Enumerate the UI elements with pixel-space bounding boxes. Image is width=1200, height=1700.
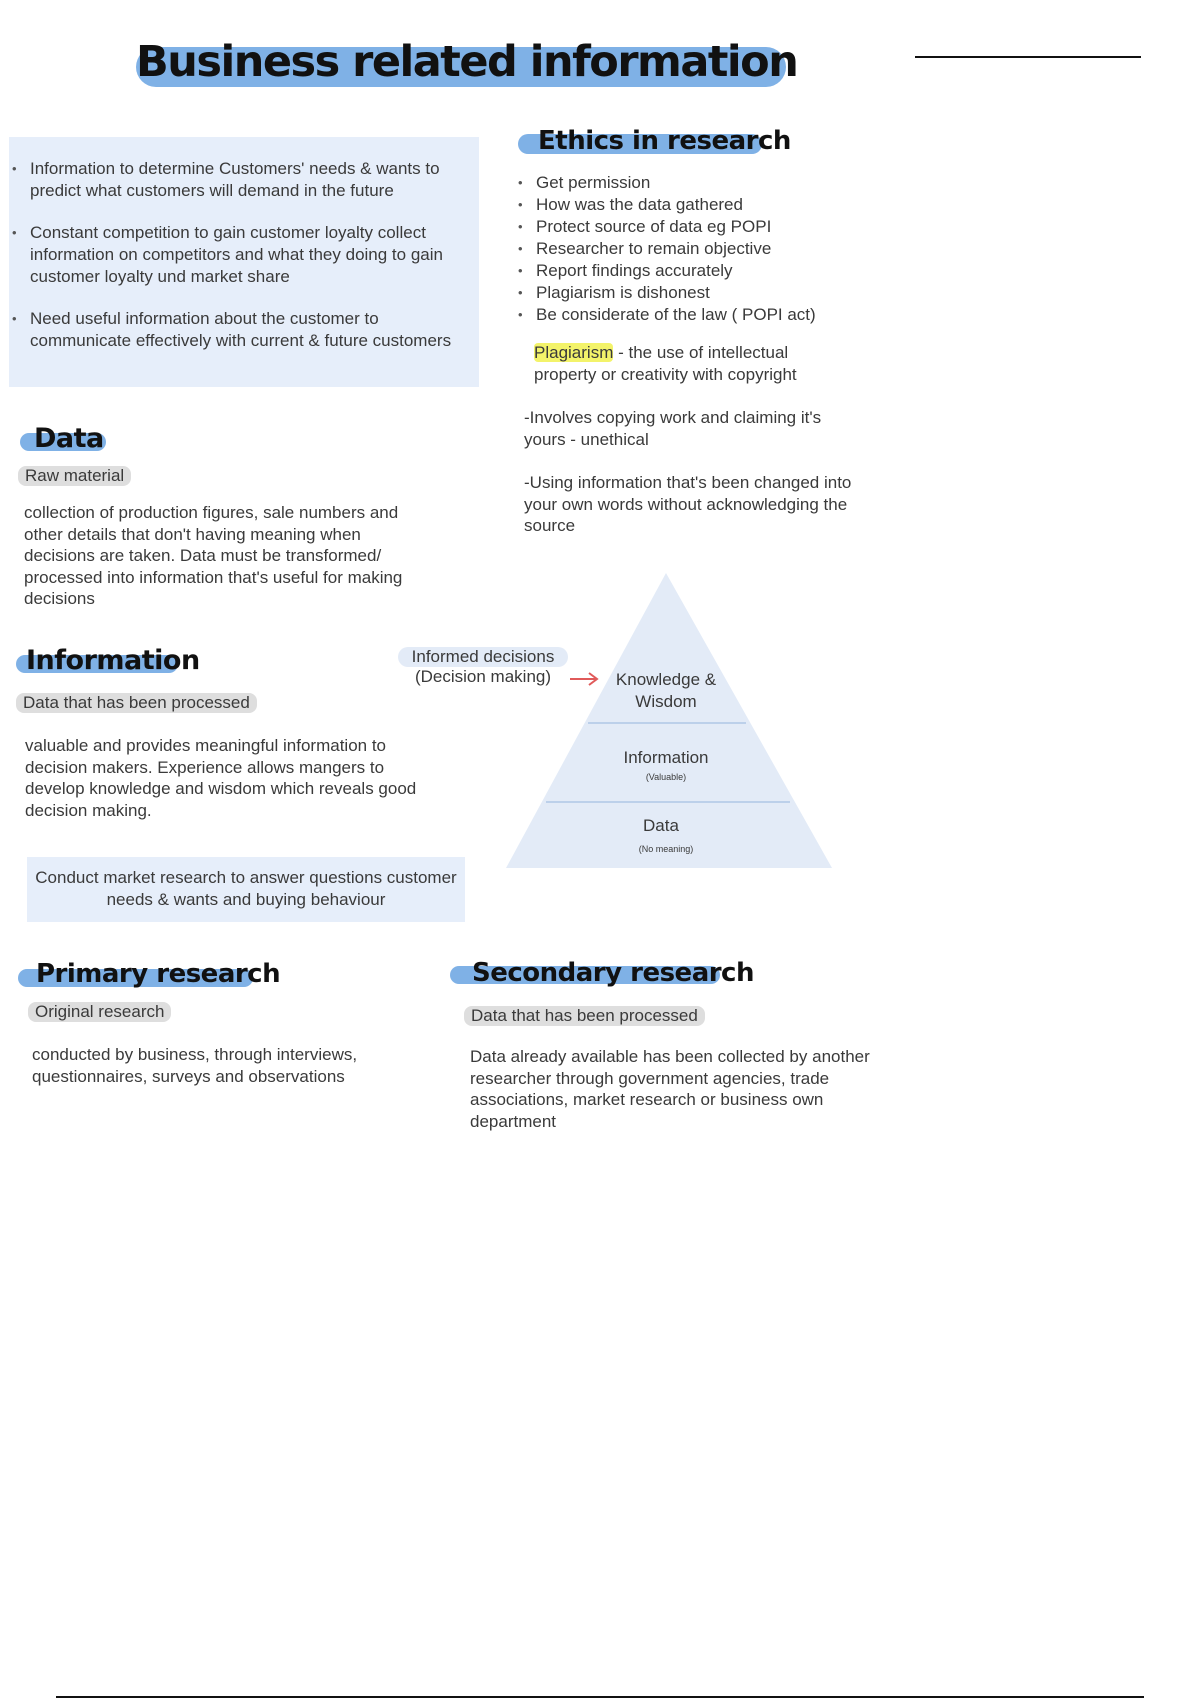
- plagiarism-def-text: - the use of intellectual property or creativity with copyright: [534, 343, 797, 384]
- informed-decisions-label: Informed decisions: [411, 647, 555, 666]
- intro-point: • Information to determine Customers' needs & wants to predict what customers will demand in the future: [10, 158, 472, 202]
- decision-making-label: (Decision making): [414, 667, 552, 686]
- plagiarism-definition: [534, 342, 854, 385]
- pyramid-bottom-note: (No meaning): [638, 844, 694, 854]
- arrow-right-icon: [568, 671, 602, 687]
- primary-tag: Original research: [28, 1002, 171, 1022]
- plagiarism-term: Plagiarism: [534, 343, 614, 362]
- data-description: collection of production figures, sale numbers and other details that don't having meaning when decisions are taken. Data must be transformed/ processed into information that's useful for making decisions: [24, 503, 403, 608]
- secondary-description: Data already available has been collected by another researcher through government agencies, trade associations, market research or business own department: [470, 1047, 870, 1131]
- pyramid-top-label: Knowledge & Wisdom: [615, 670, 717, 711]
- secondary-tag: Data that has been processed: [464, 1006, 705, 1026]
- ethics-note-rewording: -Using information that's been changed into your own words without acknowledging the source: [524, 473, 852, 535]
- primary-description: conducted by business, through interviews, questionnaires, surveys and observations: [32, 1045, 358, 1086]
- ethics-list: [516, 172, 936, 326]
- data-tag: Raw material: [18, 466, 131, 486]
- intro-point: • Need useful information about the customer to communicate effectively with current & future customers: [10, 308, 472, 352]
- ethics-item: • Be considerate of the law ( POPI act): [516, 304, 936, 326]
- ethics-item: • Researcher to remain objective: [516, 238, 936, 260]
- top-right-rule: [915, 56, 1141, 58]
- information-heading: Information: [26, 645, 200, 676]
- pyramid-bottom-label: Data: [643, 816, 679, 835]
- primary-heading: Primary research: [36, 959, 281, 989]
- intro-point: • Constant competition to gain customer loyalty collect information on competitors and what they doing to gain customer loyalty und market share: [10, 222, 472, 288]
- ethics-note-copying: -Involves copying work and claiming it's yours - unethical: [524, 408, 822, 449]
- market-research-text: Conduct market research to answer questions customer needs & wants and buying behaviour: [35, 868, 457, 909]
- information-tag: Data that has been processed: [16, 693, 257, 713]
- pyramid-middle-label: Information: [623, 748, 709, 767]
- ethics-item: • Get permission: [516, 172, 936, 194]
- information-description: valuable and provides meaningful information to decision makers. Experience allows mangers to develop knowledge and wisdom which reveals good decision making.: [25, 736, 417, 820]
- page-title: Business related information: [136, 37, 798, 87]
- ethics-item: • How was the data gathered: [516, 194, 936, 216]
- ethics-item: • Protect source of data eg POPI: [516, 216, 936, 238]
- ethics-heading: Ethics in research: [538, 126, 791, 156]
- intro-list: [10, 158, 472, 352]
- secondary-heading: Secondary research: [472, 958, 754, 988]
- ethics-item: • Plagiarism is dishonest: [516, 282, 936, 304]
- ethics-item: • Report findings accurately: [516, 260, 936, 282]
- data-heading: Data: [34, 423, 104, 454]
- pyramid-middle-note: (Valuable): [645, 772, 687, 782]
- bottom-rule: [56, 1696, 1144, 1698]
